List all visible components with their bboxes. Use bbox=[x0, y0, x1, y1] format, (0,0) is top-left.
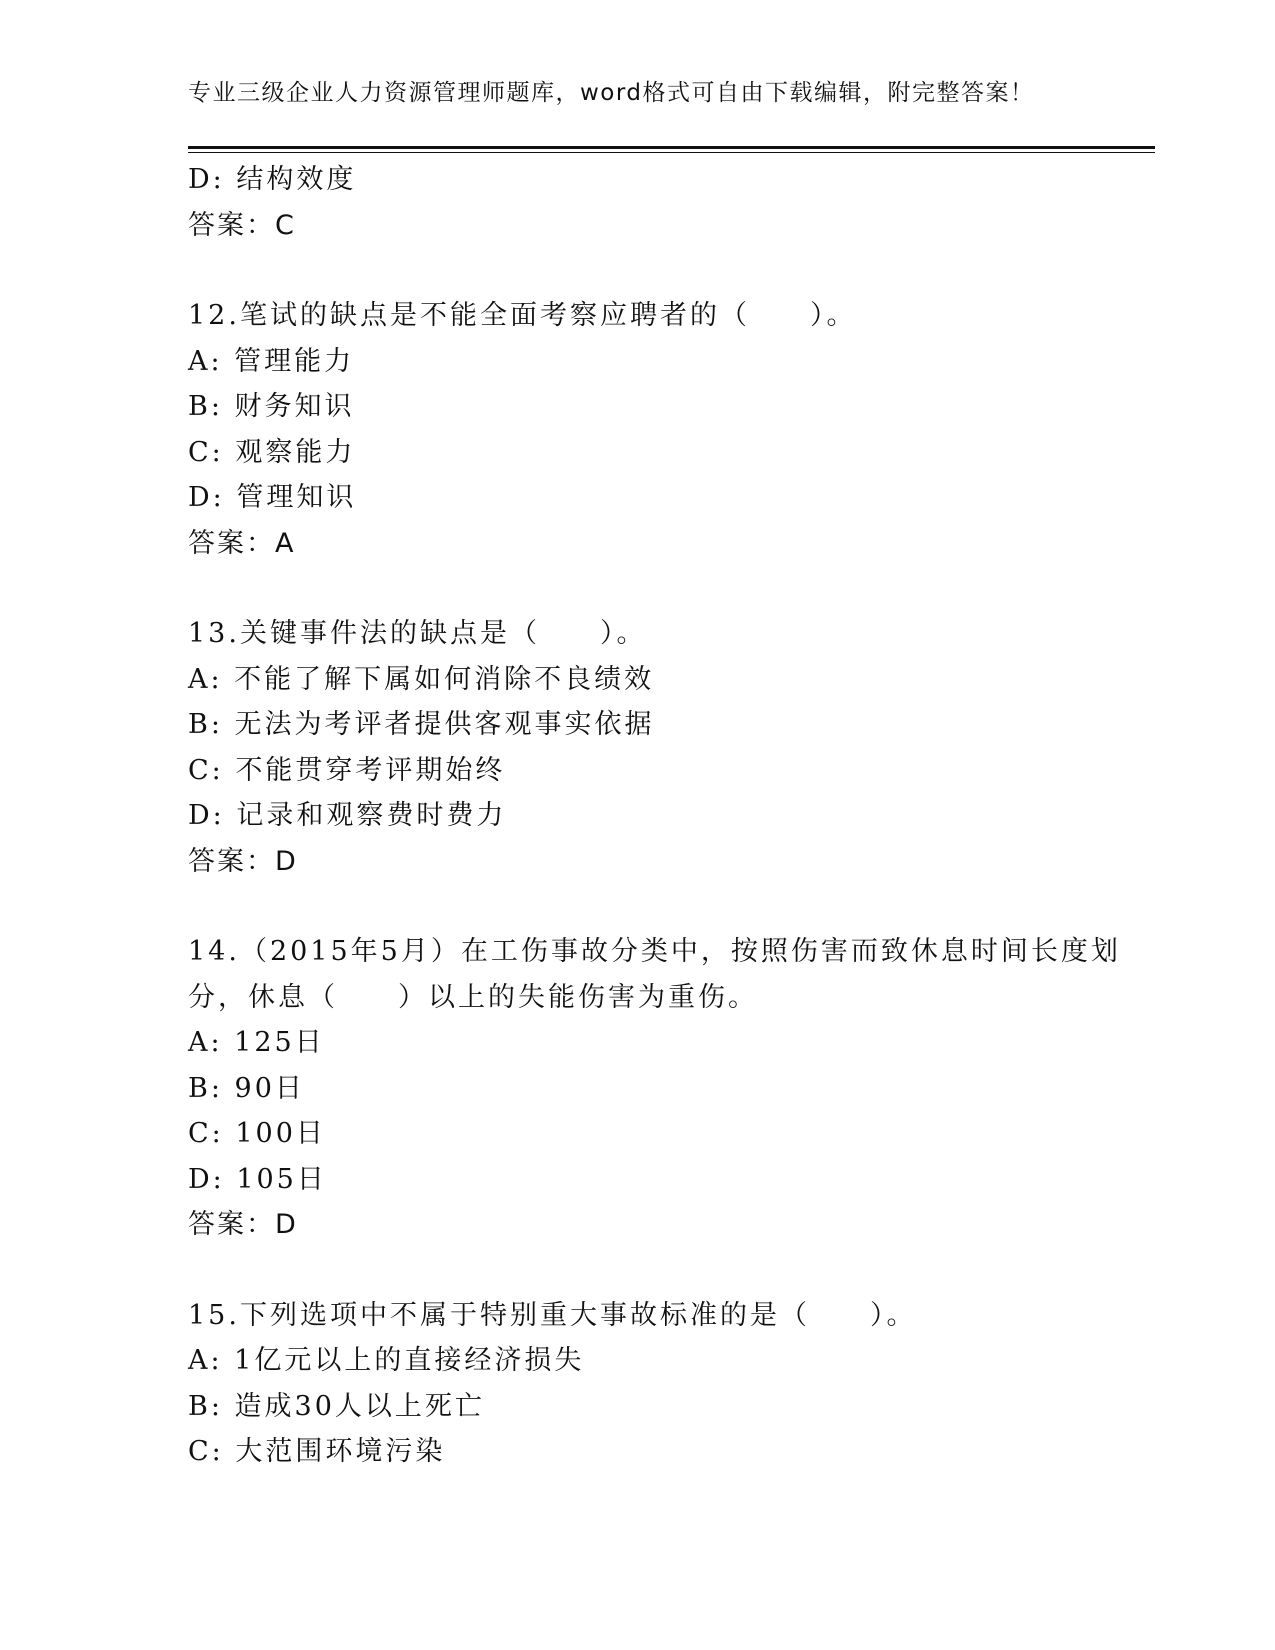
option-a: A: 不能了解下属如何消除不良绩效 bbox=[188, 663, 655, 695]
question-content bbox=[188, 157, 1148, 1475]
option-c: C: 100日 bbox=[188, 1118, 326, 1149]
question-stem-line-1: 14.（2015年5月）在工伤事故分类中，按照伤害而致休息时间长度划 bbox=[188, 936, 1121, 967]
option-a: A: 1亿元以上的直接经济损失 bbox=[188, 1345, 585, 1376]
option-b: B: 造成30人以上死亡 bbox=[188, 1390, 485, 1422]
answer-line: 答案：A bbox=[188, 527, 296, 559]
option-a: A: 125日 bbox=[188, 1027, 325, 1058]
question-stem: 15.下列选项中不属于特别重大事故标准的是（ ）。 bbox=[188, 1299, 917, 1331]
option-d: D: 记录和观察费时费力 bbox=[188, 800, 507, 831]
option-c: C: 大范围环境污染 bbox=[188, 1436, 446, 1467]
option-b: B: 90日 bbox=[188, 1072, 305, 1104]
option-b: B: 无法为考评者提供客观事实依据 bbox=[188, 709, 655, 740]
question-stem: 12.笔试的缺点是不能全面考察应聘者的（ ）。 bbox=[188, 300, 857, 331]
answer-line: 答案：D bbox=[188, 845, 298, 877]
option-b: B: 财务知识 bbox=[188, 391, 355, 422]
question-stem-line-2: 分，休息（ ）以上的失能伤害为重伤。 bbox=[188, 981, 758, 1013]
option-d: D: 管理知识 bbox=[188, 482, 357, 513]
header-rule-thin bbox=[188, 152, 1155, 153]
answer-line: 答案：C bbox=[188, 209, 296, 241]
header-rule-thick bbox=[188, 146, 1155, 149]
option-d: D: 结构效度 bbox=[188, 164, 357, 195]
page-header: 专业三级企业人力资源管理师题库，word格式可自由下载编辑，附完整答案！ bbox=[188, 80, 1035, 106]
question-12 bbox=[188, 293, 1148, 566]
question-15 bbox=[188, 1293, 1148, 1475]
answer-line: 答案：D bbox=[188, 1209, 298, 1240]
question-13 bbox=[188, 611, 1148, 884]
option-d: D: 105日 bbox=[188, 1163, 327, 1195]
question-14 bbox=[188, 929, 1148, 1248]
question-stem: 13.关键事件法的缺点是（ ）。 bbox=[188, 618, 647, 649]
option-c: C: 观察能力 bbox=[188, 436, 356, 468]
option-c: C: 不能贯穿考评期始终 bbox=[188, 754, 506, 786]
option-a: A: 管理能力 bbox=[188, 345, 355, 377]
